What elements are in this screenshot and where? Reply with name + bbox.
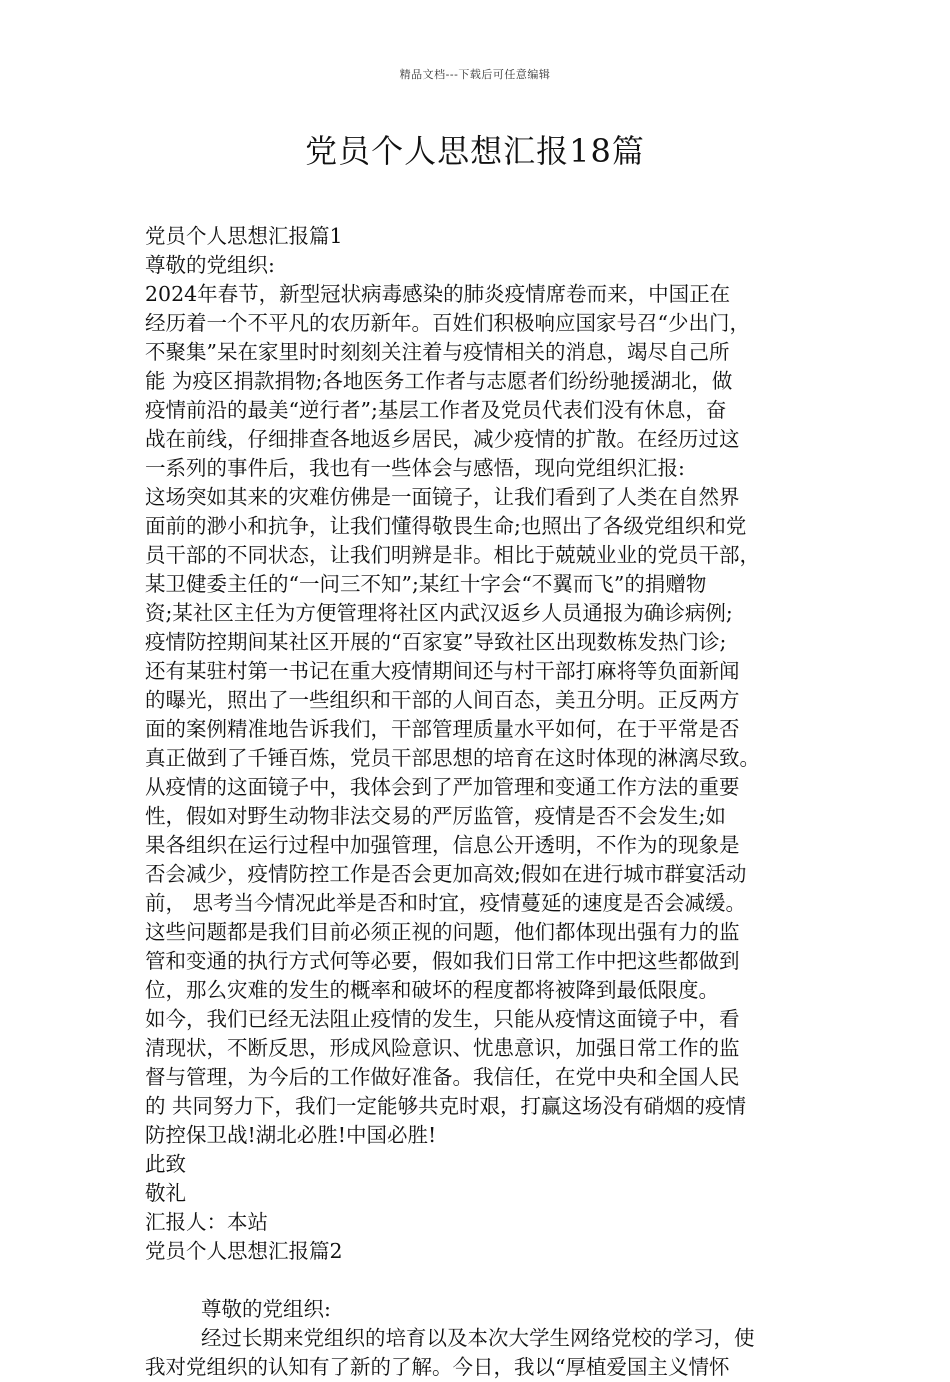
paragraph-line: 一系列的事件后，我也有一些体会与感悟，现向党组织汇报: [145, 456, 685, 480]
paragraph-line: 从疫情的这面镜子中，我体会到了严加管理和变通工作方法的重要 [145, 775, 740, 799]
paragraph-line: 性，假如对野生动物非法交易的严厉监管，疫情是否不会发生;如 [145, 804, 726, 828]
document-body [145, 222, 810, 1382]
paragraph-line: 的 共同努力下，我们一定能够共克时艰，打赢这场没有硝烟的疫情 [145, 1094, 747, 1118]
paragraph-line: 真正做到了千锤百炼，党员干部思想的培育在这时体现的淋漓尽致。 [145, 746, 760, 770]
paragraph-line: 的曝光，照出了一些组织和干部的人间百态，美丑分明。正反两方 [145, 688, 740, 712]
section-2 [145, 1295, 810, 1382]
paragraph-line: 如今，我们已经无法阻止疫情的发生，只能从疫情这面镜子中，看 [145, 1007, 740, 1031]
section-1 [145, 222, 810, 1266]
header-note: 精品文档---下载后可任意编辑 [399, 68, 551, 81]
paragraph-line: 清现状，不断反思，形成风险意识、忧患意识，加强日常工作的监 [145, 1036, 740, 1060]
paragraph-line: 防控保卫战!湖北必胜!中国必胜! [145, 1123, 437, 1147]
signature-line: 汇报人：本站 [145, 1210, 268, 1234]
paragraph-line: 面的案例精准地告诉我们，干部管理质量水平如何，在于平常是否 [145, 717, 740, 741]
paragraph-line: 经过长期来党组织的培育以及本次大学生网络党校的学习，使 [201, 1326, 755, 1350]
paragraph-line: 某卫健委主任的“一问三不知”;某红十字会“不翼而飞”的捐赠物 [145, 572, 707, 596]
paragraph-line: 经历着一个不平凡的农历新年。百姓们积极响应国家号召“少出门， [145, 311, 750, 335]
paragraph-line: 能 为疫区捐款捐物;各地医务工作者与志愿者们纷纷驰援湖北，做 [145, 369, 733, 393]
paragraph-line: 否会减少，疫情防控工作是否会更加高效;假如在进行城市群宴活动 [145, 862, 747, 886]
section-2-heading: 党员个人思想汇报篇2 [145, 1239, 343, 1263]
paragraph-line: 不聚集”呆在家里时时刻刻关注着与疫情相关的消息，竭尽自己所 [145, 340, 730, 364]
paragraph-line: 还有某驻村第一书记在重大疫情期间还与村干部打麻将等负面新闻 [145, 659, 740, 683]
paragraph-line: 员干部的不同状态，让我们明辨是非。相比于兢兢业业的党员干部， [145, 543, 760, 567]
paragraph-line: 战在前线，仔细排查各地返乡居民，减少疫情的扩散。在经历过这 [145, 427, 740, 451]
paragraph-line: 2024年春节，新型冠状病毒感染的肺炎疫情席卷而来，中国正在 [145, 282, 731, 306]
closing-line: 此致 [145, 1152, 186, 1176]
paragraph-line: 果各组织在运行过程中加强管理，信息公开透明，不作为的现象是 [145, 833, 740, 857]
paragraph-line: 督与管理，为今后的工作做好准备。我信任，在党中央和全国人民 [145, 1065, 740, 1089]
closing-line: 敬礼 [145, 1181, 186, 1205]
section-1-heading: 党员个人思想汇报篇1 [145, 224, 343, 248]
document-title: 党员个人思想汇报18篇 [305, 132, 645, 170]
paragraph-line: 管和变通的执行方式何等必要，假如我们日常工作中把这些都做到 [145, 949, 740, 973]
paragraph-line: 这场突如其来的灾难仿佛是一面镜子，让我们看到了人类在自然界 [145, 485, 740, 509]
paragraph-line: 疫情防控期间某社区开展的“百家宴”导致社区出现数栋发热门诊; [145, 630, 727, 654]
paragraph-line: 这些问题都是我们目前必须正视的问题，他们都体现出强有力的监 [145, 920, 740, 944]
paragraph-line: 面前的渺小和抗争，让我们懂得敬畏生命;也照出了各级党组织和党 [145, 514, 747, 538]
paragraph-line: 位，那么灾难的发生的概率和破坏的程度都将被降到最低限度。 [145, 978, 719, 1002]
salutation: 尊敬的党组织: [145, 253, 275, 277]
paragraph-line: 前， 思考当今情况此举是否和时宜，疫情蔓延的速度是否会减缓。 [145, 891, 747, 915]
salutation: 尊敬的党组织: [201, 1297, 331, 1321]
spacer [145, 1266, 810, 1295]
paragraph-line: 疫情前沿的最美“逆行者”;基层工作者及党员代表们没有休息，奋 [145, 398, 727, 422]
paragraph-line: 我对党组织的认知有了新的了解。今日，我以“厚植爱国主义情怀 [145, 1355, 730, 1379]
paragraph-line: 资;某社区主任为方便管理将社区内武汉返乡人员通报为确诊病例; [145, 601, 733, 625]
